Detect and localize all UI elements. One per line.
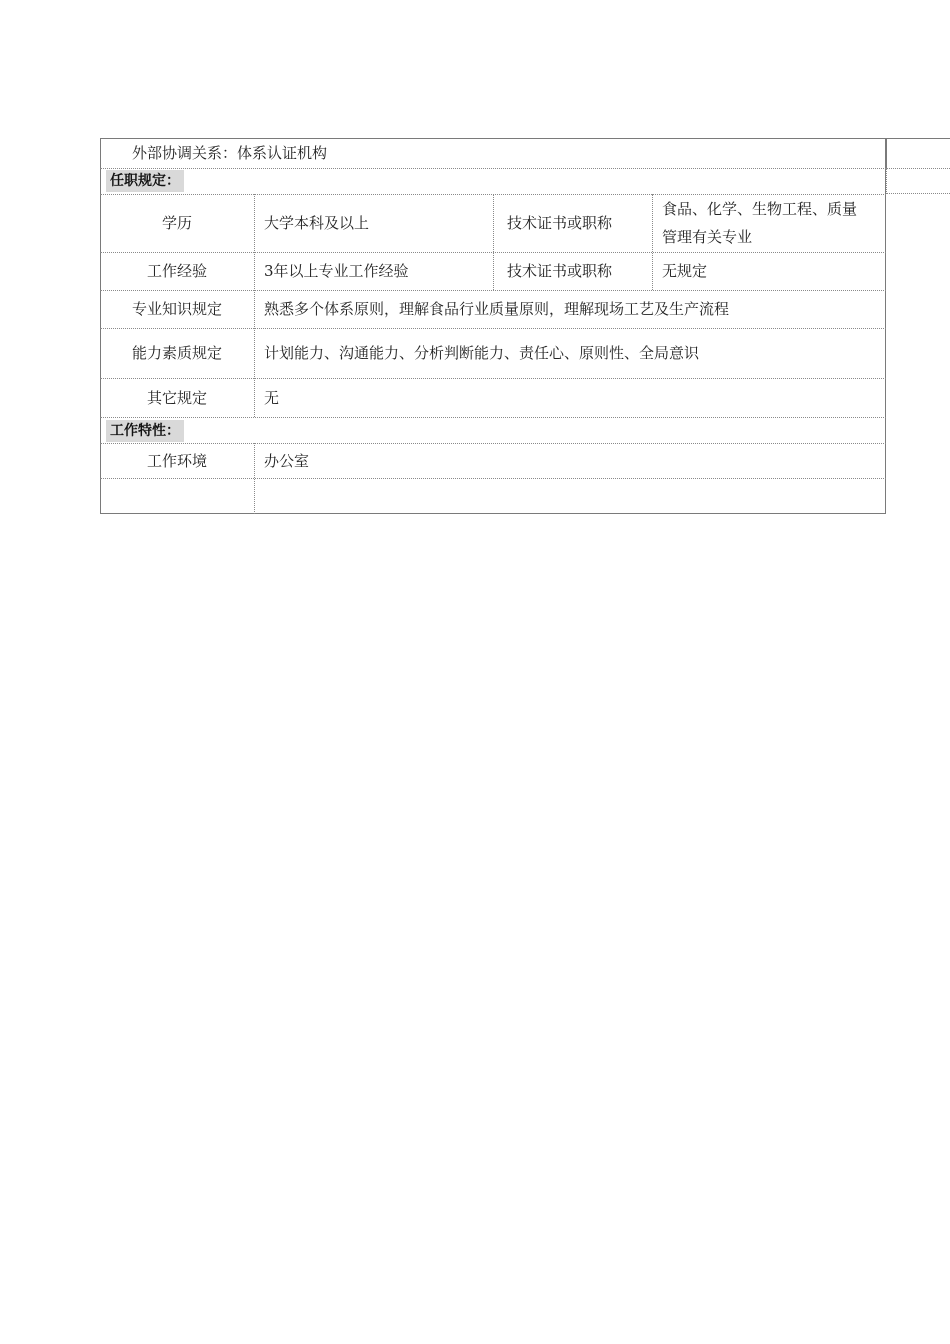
ability-label: 能力素质规定 [131,344,222,362]
other-value: 无 [264,388,280,407]
environment-label: 工作环境 [146,451,207,470]
experience-value: 3年以上专业工作经验 [264,262,409,280]
blank-label [100,478,254,514]
experience-label: 工作经验 [146,262,207,280]
other-label: 其它规定 [146,388,207,407]
knowledge-value: 熟悉多个体系原则，理解食品行业质量原则，理解现场工艺及生产流程 [264,300,730,318]
external-coordination: 外部协调关系：体系认证机构 [132,144,328,162]
education-value: 大学本科及以上 [264,214,370,232]
section-heading-qualification: 任职规定： [106,170,184,192]
row-divider [100,417,886,418]
row-divider [100,168,886,169]
certificate-label: 技术证书或职称 [507,262,613,280]
certificate-label: 技术证书或职称 [507,214,613,232]
side-box [886,138,950,168]
environment-value: 办公室 [264,451,310,470]
ability-value: 计划能力、沟通能力、分析判断能力、责任心、原则性、全局意识 [264,344,700,362]
side-box [886,168,950,194]
certificate-value: 无规定 [662,262,708,280]
blank-value [254,478,886,514]
education-label: 学历 [161,214,192,232]
knowledge-label: 专业知识规定 [131,300,222,318]
certificate-value: 食品、化学、生物工程、质量管理有关专业 [662,200,858,246]
section-heading-work: 工作特性： [106,420,184,442]
